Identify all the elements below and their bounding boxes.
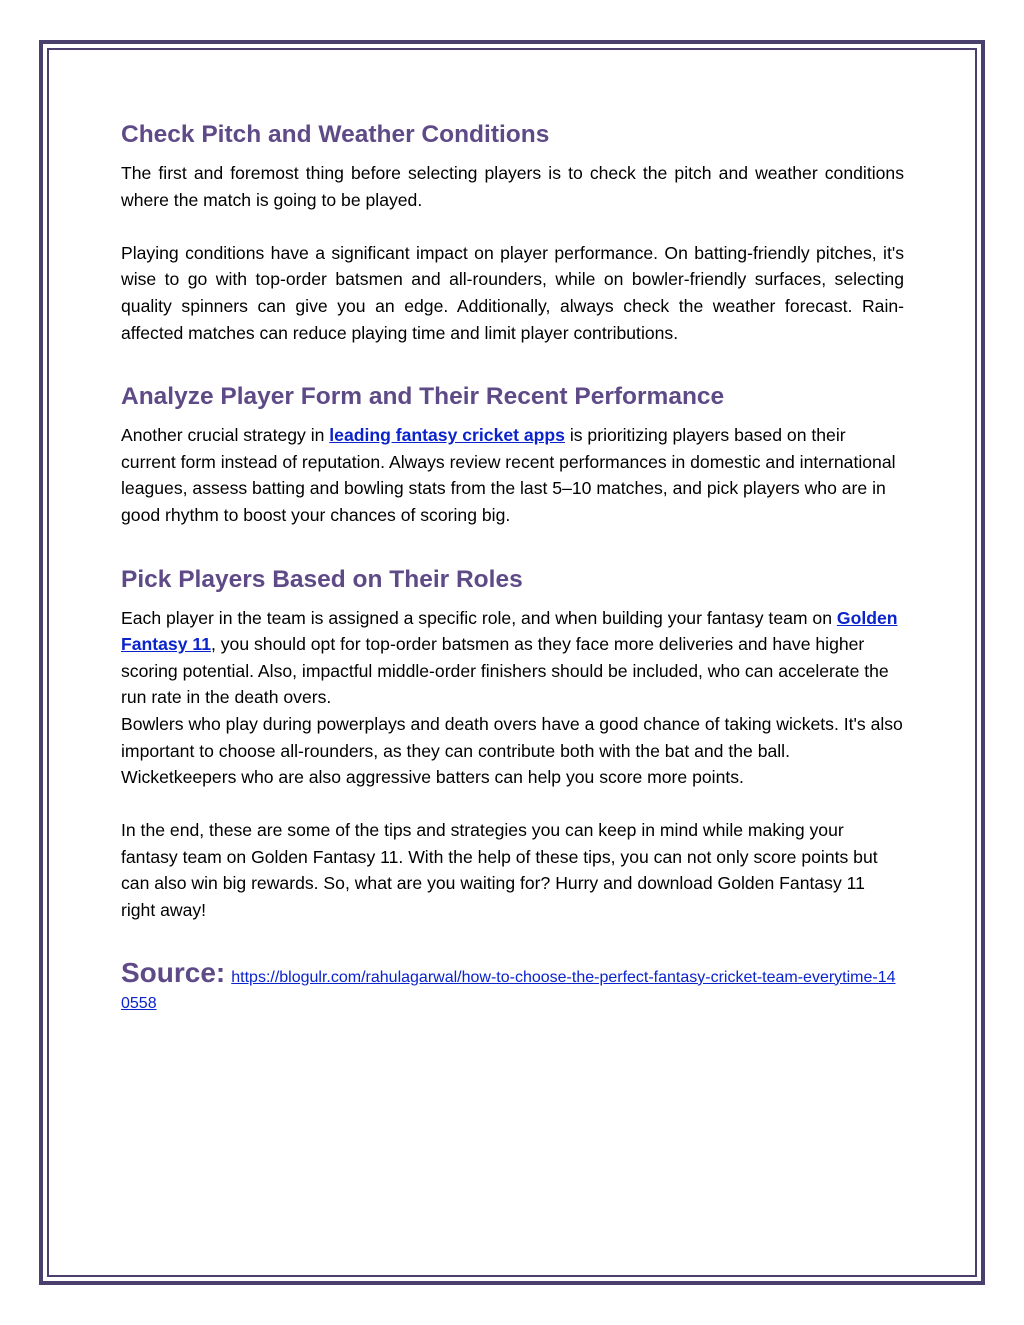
source-label: Source: [121, 956, 226, 988]
text-segment: Each player in the team is assigned a specific role, and when building your fantasy team on [121, 607, 837, 628]
paragraph-playing-conditions: Playing conditions have a significant impact on player performance. On batting-friendly pitches, it's wise to go with top-order batsmen and all-rounders, while on bowler-friendly surfaces, selecting quality spinners can give you an edge. Additionally, always check the weather forecast. Rain-affected matches can reduce playing time and limit player contributions. [121, 242, 904, 343]
source-line [121, 956, 904, 1017]
text-segment: Another crucial strategy in [121, 425, 330, 446]
heading-player-roles: Pick Players Based on Their Roles [121, 565, 523, 593]
link-fantasy-cricket-apps[interactable]: leading fantasy cricket apps [329, 425, 565, 446]
link-golden-fantasy-11[interactable]: Golden Fantasy 11 [121, 607, 898, 655]
heading-player-form: Analyze Player Form and Their Recent Performance [121, 383, 725, 411]
text-segment: , you should opt for top-order batsmen as they face more deliveries and have higher scoring potential. Also, impactful middle-order finishers should be included, who can accelerate the run rate in the death overs. [121, 634, 889, 708]
source-url-link[interactable]: https://blogulr.com/rahulagarwal/how-to-choose-the-perfect-fantasy-cricket-team-everytime-140558 [121, 968, 896, 1012]
document-content [121, 118, 904, 1017]
paragraph-bowlers: Bowlers who play during powerplays and death overs have a good chance of taking wickets. It's also important to choose all-rounders, as they can contribute both with the bat and the ball. Wicketkeepers who are also aggressive batters can help you score more points. [121, 713, 903, 788]
paragraph-player-form [121, 422, 904, 528]
paragraph-pitch-intro: The first and foremost thing before selecting players is to check the pitch and weather conditions where the match is going to be played. [121, 163, 904, 210]
text-segment: is prioritizing players based on their current form instead of reputation. Always review recent performances in domestic and international leagues, assess batting and bowling stats from the last 5–10 matches, and pick players who are in good rhythm to boost your chances of scoring big. [121, 425, 896, 525]
heading-check-pitch: Check Pitch and Weather Conditions [121, 121, 550, 148]
paragraph-conclusion: In the end, these are some of the tips and strategies you can keep in mind while making your fantasy team on Golden Fantasy 11. With the help of these tips, you can not only score points but can also win big rewards. So, what are you waiting for? Hurry and download Golden Fantasy 11 right away! [121, 820, 878, 921]
paragraph-player-roles [121, 605, 904, 711]
